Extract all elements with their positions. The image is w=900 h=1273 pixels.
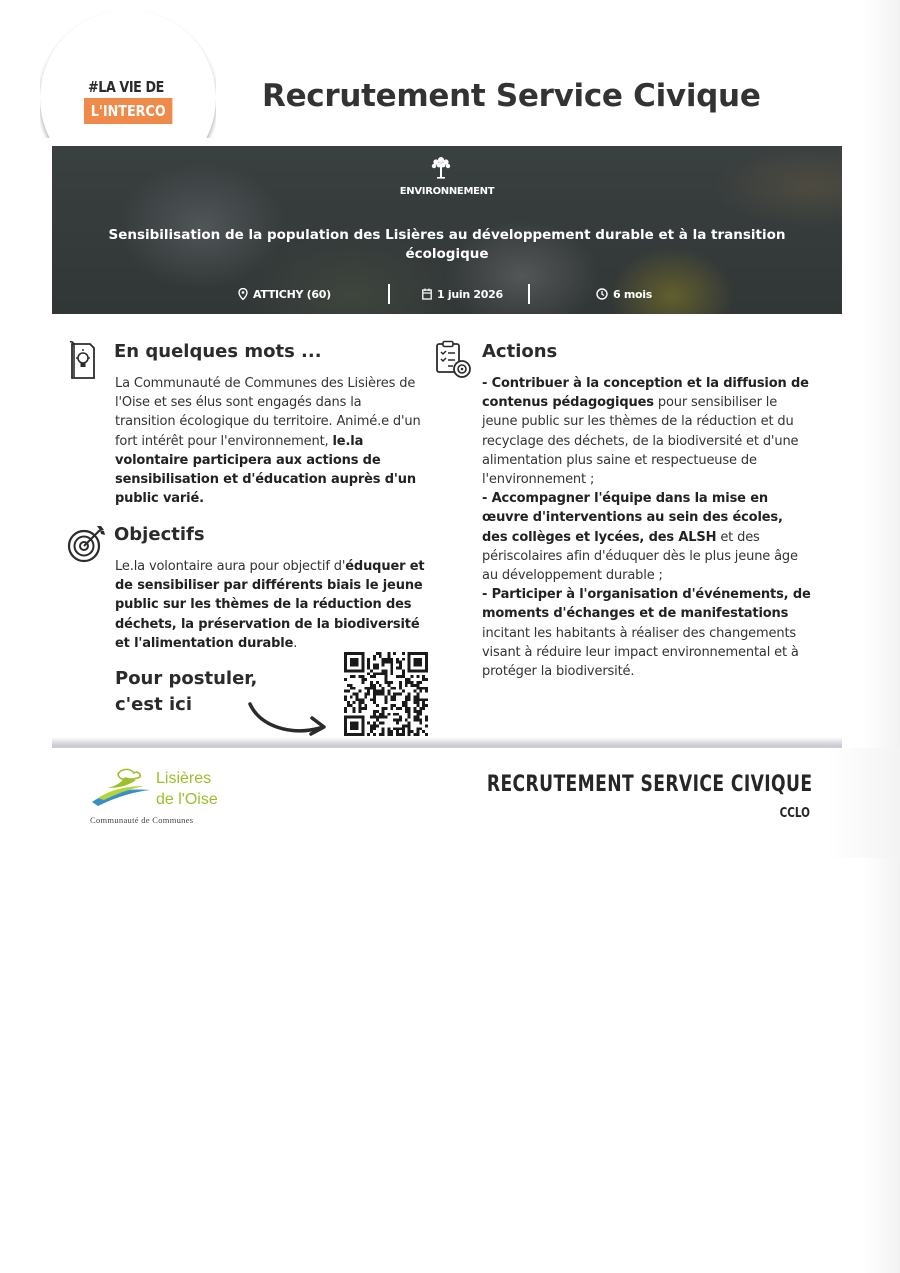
action-2-text: et des périscolaires afin d'éduquer dès le plus jeune âge au développement durable ; [482,529,798,584]
actions-heading: Actions [482,341,558,362]
page-title: Recrutement Service Civique [262,78,761,114]
lisieres-logo-icon [88,766,154,808]
meta-separator [528,284,530,304]
qr-code[interactable] [344,652,428,736]
duration-meta [596,288,652,301]
objectives-text [115,557,430,653]
location-pin-icon [238,288,248,300]
clock-icon [596,288,608,300]
date-meta [422,288,503,301]
actions-text [482,374,812,681]
action-3-text: incitant les habitants à réaliser des changements visant à réduire leur impact environnemental et à protéger la biodiversité. [482,625,799,680]
logo-name-line2: de l'Oise [156,791,218,808]
checklist-target-icon [434,340,474,380]
location-text: ATTICHY (60) [253,288,331,301]
action-1-bold: - Contribuer à la conception et la diffusion de contenus pédagogiques [482,376,809,411]
hero-banner [52,146,842,314]
meta-separator [388,284,390,304]
action-2-bold: - Accompagner l'équipe dans la mise en œuvre d'interventions au sein des écoles, des collèges et lycées, des ALSH [482,491,783,545]
apply-text [115,666,257,718]
logo-name-line1: Lisières [156,770,212,787]
calendar-icon [422,288,432,300]
banner-subtitle: Sensibilisation de la population des Lisières au développement durable et à la transition écologique [108,227,786,262]
footer-code: CCLO [779,806,810,821]
intro-heading: En quelques mots ... [114,341,322,362]
action-1-text: pour sensibiliser le jeune public sur les thèmes de la réduction et du recyclage des déchets, de la biodiversité et d'une alimentation plus saine et respectueuse de l'environnement ; [482,395,799,488]
duration-text: 6 mois [613,288,653,301]
objectives-heading: Objectifs [114,524,205,545]
objectives-text-plain: Le.la volontaire aura pour objectif d' [115,559,346,574]
target-icon [64,522,108,564]
tree-icon [428,154,454,180]
logo-subtitle: Communauté de Communes [90,815,194,825]
intro-text [115,374,425,508]
intro-text-plain: La Communauté de Communes des Lisières de l'Oise et ses élus sont engagés dans la transition écologique du territoire. Animé.e d'un fort intérêt pour l'environnement, [115,376,421,449]
date-text: 1 juin 2026 [437,288,503,301]
idea-document-icon [68,340,98,382]
arrow-icon [246,698,332,740]
objectives-text-end: . [293,635,298,651]
footer-title: RECRUTEMENT SERVICE CIVIQUE [486,772,812,797]
apply-line2: c'est ici [115,694,192,715]
apply-line1: Pour postuler, [115,668,258,689]
intro-text-bold: le.la volontaire participera aux actions de sensibilisation et d'éducation auprès d'un public varié. [115,433,416,507]
divider-line [52,746,842,748]
objectives-text-bold: éduquer et de sensibiliser par différents biais le jeune public sur les thèmes de la réduction des déchets, la préservation de la biodiversité et l'alimentation durable [115,559,425,651]
banner-category: ENVIRONNEMENT [399,186,495,197]
badge-line2: L'INTERCO [84,98,172,124]
action-3-bold: - Participer à l'organisation d'événements, de moments d'échanges et de manifestations [482,587,811,622]
badge-line1: #LA VIE DE [88,78,164,96]
location-meta [238,288,331,301]
